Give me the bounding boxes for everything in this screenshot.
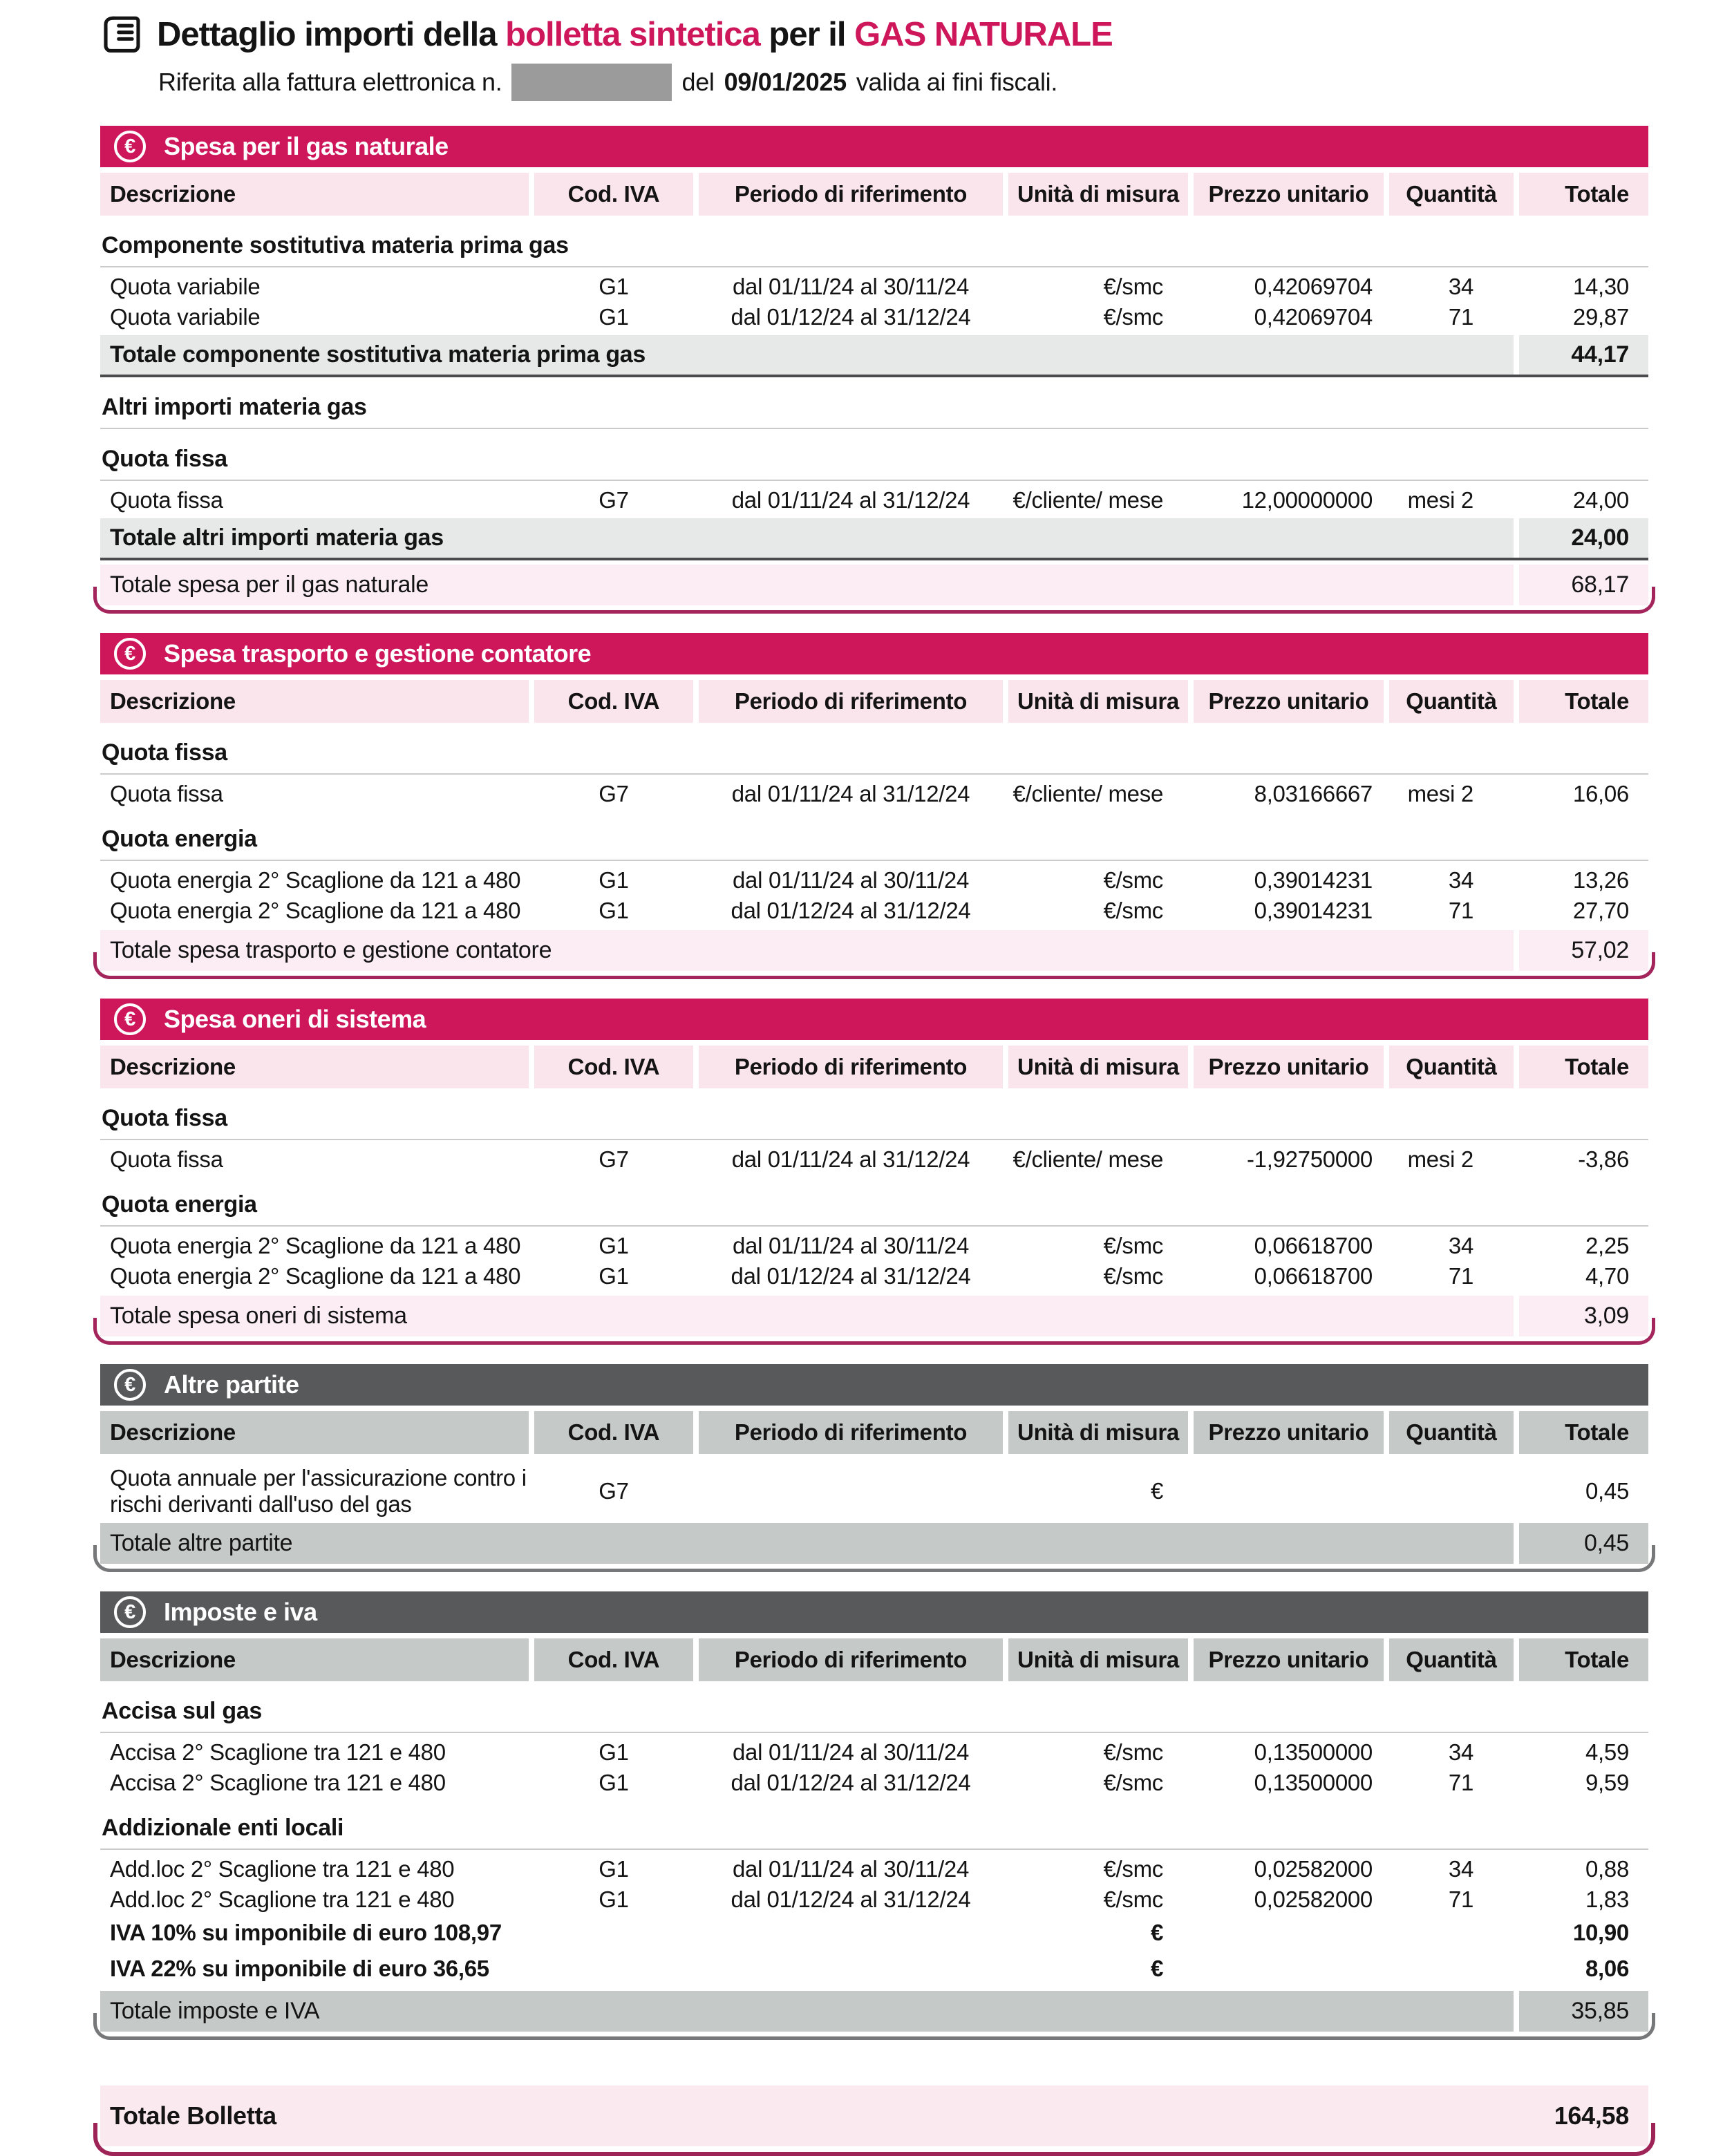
cell-descrizione: Quota energia 2° Scaglione da 121 a 480	[110, 1233, 521, 1259]
cell-cod-iva: G1	[599, 1739, 629, 1765]
group-heading: Altri importi materia gas	[100, 390, 1648, 429]
cell-quantita: 34	[1448, 1856, 1473, 1882]
column-header: Prezzo unitario	[1194, 1411, 1384, 1454]
section-header	[100, 1364, 1648, 1406]
subtotal-label: Totale componente sostitutiva materia prima gas	[100, 335, 1514, 375]
cell-cod-iva: G1	[599, 1770, 629, 1795]
cell-descrizione: Quota energia 2° Scaglione da 121 a 480	[110, 898, 521, 924]
invoice-reference-line	[158, 64, 1648, 101]
cell-cod-iva: G1	[599, 274, 629, 299]
cell-totale: 27,70	[1572, 898, 1629, 923]
cell-periodo: dal 01/11/24 al 30/11/24	[732, 1856, 970, 1882]
cell-periodo: dal 01/12/24 al 31/12/24	[731, 1263, 971, 1289]
subtotal-value: 44,17	[1519, 335, 1648, 375]
section-total-value: 68,17	[1519, 565, 1648, 605]
cell-descrizione: Add.loc 2° Scaglione tra 121 e 480	[110, 1886, 455, 1913]
cell-unita: €	[1150, 1478, 1163, 1504]
table-row	[100, 1464, 1648, 1519]
table-row-iva	[100, 1915, 1648, 1951]
cell-periodo: dal 01/11/24 al 31/12/24	[731, 1146, 970, 1172]
invoice-reference-suffix: valida ai fini fiscali.	[856, 68, 1058, 96]
cell-cod-iva: G1	[599, 1856, 629, 1882]
cell-periodo: dal 01/12/24 al 31/12/24	[731, 1886, 971, 1912]
cell-totale: 29,87	[1572, 304, 1629, 330]
cell-quantita: mesi 2	[1407, 1146, 1473, 1172]
group-heading: Addizionale enti locali	[100, 1810, 1648, 1850]
cell-unita: €/smc	[1103, 1770, 1163, 1795]
cell-prezzo: 0,02582000	[1254, 1856, 1373, 1882]
table-header-row	[100, 1046, 1648, 1088]
subtotal-row	[100, 518, 1648, 560]
cell-cod-iva: G1	[599, 867, 629, 893]
cell-unita: €/smc	[1103, 898, 1163, 923]
cell-prezzo: 12,00000000	[1241, 487, 1373, 513]
column-header: Cod. IVA	[534, 1046, 693, 1088]
table-row	[100, 1231, 1648, 1261]
section-oneri-di-sistema	[100, 999, 1648, 1336]
group-heading: Quota energia	[100, 1187, 1648, 1227]
table-header-row	[100, 173, 1648, 216]
cell-totale: 16,06	[1572, 781, 1629, 806]
cell-cod-iva: G7	[599, 781, 629, 806]
cell-unita: €/smc	[1103, 1263, 1163, 1289]
column-header: Descrizione	[100, 1638, 529, 1681]
cell-quantita: 34	[1448, 1233, 1473, 1258]
cell-unita: €/smc	[1103, 1739, 1163, 1765]
column-header: Prezzo unitario	[1194, 1638, 1384, 1681]
euro-icon: €	[114, 1003, 146, 1035]
cell-totale: 9,59	[1585, 1770, 1629, 1795]
cell-unita: €	[1150, 1956, 1163, 1981]
euro-icon: €	[114, 1596, 146, 1628]
cell-quantita: mesi 2	[1407, 487, 1473, 513]
column-header: Totale	[1519, 1638, 1648, 1681]
cell-unita: €/smc	[1103, 1233, 1163, 1258]
column-header: Descrizione	[100, 1046, 529, 1088]
euro-icon: €	[114, 131, 146, 162]
cell-cod-iva: G7	[599, 487, 629, 513]
section-total-value: 0,45	[1519, 1523, 1648, 1564]
column-header: Periodo di riferimento	[699, 1638, 1003, 1681]
column-header: Unità di misura	[1008, 1638, 1188, 1681]
cell-prezzo: 0,13500000	[1254, 1770, 1373, 1795]
cell-cod-iva: G1	[599, 304, 629, 330]
cell-periodo: dal 01/11/24 al 31/12/24	[731, 487, 970, 513]
column-header: Periodo di riferimento	[699, 173, 1003, 216]
cell-quantita: 71	[1448, 304, 1473, 330]
cell-quantita: 34	[1448, 867, 1473, 893]
invoice-reference-mid: del	[681, 68, 715, 96]
section-title: Spesa trasporto e gestione contatore	[164, 639, 592, 668]
section-spesa-trasporto	[100, 633, 1648, 971]
group-heading: Quota energia	[100, 822, 1648, 861]
cell-prezzo: 0,02582000	[1254, 1886, 1373, 1912]
section-total-row	[100, 1296, 1648, 1336]
table-row	[100, 1768, 1648, 1798]
cell-quantita: 71	[1448, 898, 1473, 923]
column-header: Quantità	[1389, 1638, 1514, 1681]
cell-prezzo: 0,42069704	[1254, 304, 1373, 330]
cell-quantita: 71	[1448, 1770, 1473, 1795]
table-header-row	[100, 680, 1648, 723]
euro-icon: €	[114, 1369, 146, 1401]
cell-unita: €/smc	[1103, 1856, 1163, 1882]
column-header: Totale	[1519, 1046, 1648, 1088]
cell-unita: €/cliente/ mese	[1013, 781, 1163, 806]
table-row	[100, 1884, 1648, 1915]
table-row	[100, 1737, 1648, 1768]
column-header: Cod. IVA	[534, 1411, 693, 1454]
section-total-row	[100, 1523, 1648, 1564]
column-header: Cod. IVA	[534, 680, 693, 723]
document-icon	[100, 12, 144, 57]
section-altre-partite	[100, 1364, 1648, 1564]
cell-quantita: 34	[1448, 274, 1473, 299]
page-header	[100, 12, 1648, 101]
table-row	[100, 1261, 1648, 1292]
grand-total-value: 164,58	[1554, 2101, 1629, 2130]
cell-descrizione: IVA 22% su imponibile di euro 36,65	[110, 1956, 489, 1982]
euro-icon: €	[114, 638, 146, 670]
group-heading: Quota fissa	[100, 1101, 1648, 1140]
invoice-reference-prefix: Riferita alla fattura elettronica n.	[158, 68, 502, 96]
cell-totale: 24,00	[1572, 487, 1629, 513]
page-title	[100, 12, 1648, 57]
cell-cod-iva: G7	[599, 1146, 629, 1172]
column-header: Unità di misura	[1008, 1046, 1188, 1088]
cell-unita: €/cliente/ mese	[1013, 487, 1163, 513]
cell-cod-iva: G1	[599, 1886, 629, 1912]
cell-descrizione: Quota fissa	[110, 487, 223, 513]
table-header-row	[100, 1638, 1648, 1681]
table-row	[100, 272, 1648, 302]
cell-prezzo: 0,06618700	[1254, 1263, 1373, 1289]
section-header	[100, 126, 1648, 167]
cell-descrizione: Quota energia 2° Scaglione da 121 a 480	[110, 1263, 521, 1289]
column-header: Cod. IVA	[534, 173, 693, 216]
cell-prezzo: 0,39014231	[1254, 898, 1373, 923]
title-part: per il	[760, 16, 855, 53]
cell-descrizione: Add.loc 2° Scaglione tra 121 e 480	[110, 1856, 455, 1882]
table-row	[100, 865, 1648, 896]
cell-unita: €	[1150, 1920, 1163, 1945]
grand-total-row	[100, 2086, 1648, 2146]
section-spesa-gas-naturale	[100, 126, 1648, 605]
cell-totale: -3,86	[1578, 1146, 1629, 1172]
section-total-row	[100, 565, 1648, 605]
cell-prezzo: 0,13500000	[1254, 1739, 1373, 1765]
cell-totale: 0,88	[1585, 1856, 1629, 1882]
section-total-value: 57,02	[1519, 930, 1648, 971]
column-header: Prezzo unitario	[1194, 173, 1384, 216]
column-header: Quantità	[1389, 1411, 1514, 1454]
cell-totale: 13,26	[1572, 867, 1629, 893]
cell-descrizione: Quota annuale per l'assicurazione contro i rischi derivanti dall'uso del gas	[110, 1465, 527, 1517]
cell-cod-iva: G1	[599, 1233, 629, 1258]
cell-totale: 8,06	[1585, 1956, 1629, 1981]
cell-descrizione: Accisa 2° Scaglione tra 121 e 480	[110, 1770, 446, 1796]
column-header: Descrizione	[100, 1411, 529, 1454]
cell-descrizione: Quota variabile	[110, 304, 261, 330]
cell-periodo: dal 01/11/24 al 30/11/24	[732, 1739, 970, 1765]
section-total-row	[100, 930, 1648, 971]
cell-unita: €/smc	[1103, 304, 1163, 330]
cell-quantita: 71	[1448, 1886, 1473, 1912]
column-header: Prezzo unitario	[1194, 1046, 1384, 1088]
cell-totale: 4,59	[1585, 1739, 1629, 1765]
cell-descrizione: IVA 10% su imponibile di euro 108,97	[110, 1920, 502, 1946]
title-part-highlight: GAS NATURALE	[854, 16, 1113, 53]
section-header	[100, 999, 1648, 1040]
cell-totale: 4,70	[1585, 1263, 1629, 1289]
section-total-label: Totale altre partite	[100, 1523, 1514, 1564]
cell-unita: €/smc	[1103, 867, 1163, 893]
section-total-value: 35,85	[1519, 1991, 1648, 2032]
section-total-label: Totale spesa oneri di sistema	[100, 1296, 1514, 1336]
title-part: Dettaglio importi della	[157, 16, 506, 53]
title-part-highlight: bolletta sintetica	[505, 16, 760, 53]
cell-quantita: mesi 2	[1407, 781, 1473, 806]
table-header-row	[100, 1411, 1648, 1454]
cell-descrizione: Quota fissa	[110, 1146, 223, 1173]
cell-totale: 14,30	[1572, 274, 1629, 299]
section-total-label: Totale imposte e IVA	[100, 1991, 1514, 2032]
cell-periodo: dal 01/12/24 al 31/12/24	[731, 304, 971, 330]
column-header: Totale	[1519, 680, 1648, 723]
table-row	[100, 485, 1648, 516]
cell-cod-iva: G1	[599, 898, 629, 923]
column-header: Unità di misura	[1008, 1411, 1188, 1454]
cell-periodo: dal 01/11/24 al 30/11/24	[732, 274, 970, 299]
column-header: Descrizione	[100, 173, 529, 216]
column-header: Periodo di riferimento	[699, 680, 1003, 723]
column-header: Unità di misura	[1008, 173, 1188, 216]
cell-totale: 10,90	[1572, 1920, 1629, 1945]
cell-totale: 2,25	[1585, 1233, 1629, 1258]
cell-cod-iva: G7	[599, 1478, 629, 1504]
cell-periodo: dal 01/11/24 al 31/12/24	[731, 781, 970, 806]
column-header: Prezzo unitario	[1194, 680, 1384, 723]
cell-prezzo: 8,03166667	[1254, 781, 1373, 806]
section-title: Spesa per il gas naturale	[164, 132, 449, 160]
column-header: Totale	[1519, 173, 1648, 216]
section-title: Altre partite	[164, 1370, 299, 1399]
section-title: Imposte e iva	[164, 1598, 317, 1626]
redacted-invoice-number	[511, 64, 672, 101]
column-header: Totale	[1519, 1411, 1648, 1454]
page-title-text	[157, 15, 1113, 54]
column-header: Quantità	[1389, 680, 1514, 723]
subtotal-label: Totale altri importi materia gas	[100, 518, 1514, 558]
cell-prezzo: -1,92750000	[1246, 1146, 1373, 1172]
cell-periodo: dal 01/12/24 al 31/12/24	[731, 898, 971, 923]
cell-descrizione: Quota fissa	[110, 781, 223, 807]
section-total-row	[100, 1991, 1648, 2032]
column-header: Unità di misura	[1008, 680, 1188, 723]
cell-periodo: dal 01/11/24 al 30/11/24	[732, 867, 970, 893]
group-heading: Accisa sul gas	[100, 1694, 1648, 1733]
cell-quantita: 34	[1448, 1739, 1473, 1765]
section-title: Spesa oneri di sistema	[164, 1005, 426, 1033]
section-total-value: 3,09	[1519, 1296, 1648, 1336]
cell-totale: 1,83	[1585, 1886, 1629, 1912]
cell-unita: €/smc	[1103, 1886, 1163, 1912]
cell-periodo: dal 01/11/24 al 30/11/24	[732, 1233, 970, 1258]
cell-quantita: 71	[1448, 1263, 1473, 1289]
column-header: Cod. IVA	[534, 1638, 693, 1681]
cell-cod-iva: G1	[599, 1263, 629, 1289]
column-header: Quantità	[1389, 1046, 1514, 1088]
group-heading: Quota fissa	[100, 735, 1648, 775]
cell-unita: €/smc	[1103, 274, 1163, 299]
section-total-label: Totale spesa trasporto e gestione contatore	[100, 930, 1514, 971]
column-header: Periodo di riferimento	[699, 1411, 1003, 1454]
cell-periodo: dal 01/12/24 al 31/12/24	[731, 1770, 971, 1795]
grand-total-label: Totale Bolletta	[110, 2101, 276, 2130]
section-total-label: Totale spesa per il gas naturale	[100, 565, 1514, 605]
cell-prezzo: 0,39014231	[1254, 867, 1373, 893]
cell-unita: €/cliente/ mese	[1013, 1146, 1163, 1172]
table-row	[100, 779, 1648, 809]
subtotal-value: 24,00	[1519, 518, 1648, 558]
table-row	[100, 896, 1648, 926]
section-header	[100, 1591, 1648, 1633]
section-header	[100, 633, 1648, 674]
cell-prezzo: 0,06618700	[1254, 1233, 1373, 1258]
group-heading: Quota fissa	[100, 442, 1648, 481]
column-header: Descrizione	[100, 680, 529, 723]
table-row	[100, 302, 1648, 332]
table-row	[100, 1854, 1648, 1884]
table-row-iva	[100, 1951, 1648, 1987]
group-heading: Componente sostitutiva materia prima gas	[100, 228, 1648, 267]
section-imposte-e-iva	[100, 1591, 1648, 2032]
cell-descrizione: Quota variabile	[110, 274, 261, 300]
cell-descrizione: Accisa 2° Scaglione tra 121 e 480	[110, 1739, 446, 1766]
cell-totale: 0,45	[1585, 1478, 1629, 1504]
invoice-date: 09/01/2025	[724, 68, 847, 96]
cell-descrizione: Quota energia 2° Scaglione da 121 a 480	[110, 867, 521, 893]
column-header: Quantità	[1389, 173, 1514, 216]
subtotal-row	[100, 335, 1648, 377]
cell-prezzo: 0,42069704	[1254, 274, 1373, 299]
column-header: Periodo di riferimento	[699, 1046, 1003, 1088]
table-row	[100, 1144, 1648, 1175]
